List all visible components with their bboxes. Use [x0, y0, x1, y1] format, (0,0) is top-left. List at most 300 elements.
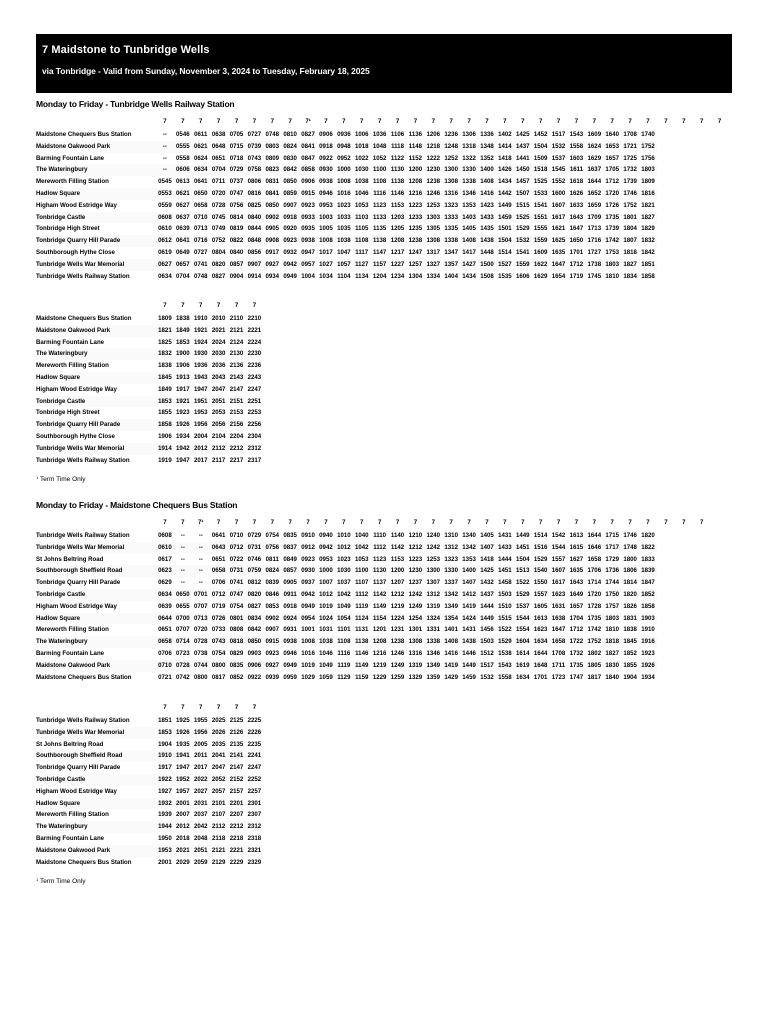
departure-time: 1742 — [603, 235, 621, 247]
route-number-header: 7 — [485, 519, 489, 526]
departure-time: 1018 — [353, 141, 371, 153]
departure-time: 1008 — [337, 178, 351, 186]
departure-time: 1740 — [641, 131, 655, 138]
departure-time: 1820 — [641, 532, 655, 539]
departure-time: 0820 — [210, 259, 228, 271]
departure-time: 1709 — [585, 212, 603, 224]
departure-time: 1926 — [639, 660, 657, 672]
stop-name: Tunbridge Wells War Memorial — [36, 259, 156, 271]
departure-time: 1543 — [496, 660, 514, 672]
stop-name: Barming Fountain Lane — [36, 154, 105, 162]
departure-time: 1248 — [442, 141, 460, 153]
departure-time: 2136 — [229, 362, 244, 370]
departure-time: 1416 — [444, 649, 458, 657]
table-row — [36, 348, 263, 360]
route-number-header: 7 — [163, 118, 167, 125]
departure-time: 0930 — [299, 565, 317, 577]
departure-time: 1752 — [585, 636, 603, 648]
departure-time: 1735 — [603, 212, 621, 224]
route-number-header: 7 — [664, 519, 668, 526]
departure-time: -- — [156, 164, 174, 176]
departure-time: 2121 — [228, 325, 246, 337]
departure-time: 1925 — [176, 717, 190, 724]
departure-time: 0949 — [281, 660, 299, 672]
footnote-1 — [36, 476, 85, 483]
stop-name: Tunbridge Wells Railway Station — [36, 456, 130, 464]
departure-time: 1305 — [426, 225, 441, 233]
departure-time: 0800 — [210, 660, 228, 672]
departure-time: 0932 — [283, 248, 297, 256]
departure-time: 0911 — [281, 589, 299, 601]
departure-time: 1136 — [408, 131, 423, 138]
departure-time: 0852 — [229, 673, 244, 681]
departure-time: 1744 — [605, 579, 619, 587]
departure-time: 1621 — [551, 225, 566, 233]
departure-time: 1532 — [514, 235, 532, 247]
departure-time: 0648 — [210, 141, 228, 153]
route-number-header: 7 — [646, 118, 650, 125]
departure-time: 0846 — [263, 589, 281, 601]
departure-time: 2157 — [229, 787, 244, 795]
departure-time: -- — [198, 579, 203, 587]
departure-time: 1914 — [156, 443, 174, 455]
departure-time: 1353 — [462, 555, 476, 563]
departure-time: 0634 — [192, 164, 210, 176]
departure-time: 1803 — [603, 613, 621, 625]
departure-time: 1910 — [641, 626, 655, 634]
departure-time: 0801 — [228, 613, 246, 625]
departure-time: 1016 — [335, 188, 353, 200]
departure-time: 1208 — [389, 235, 407, 247]
stop-name: Mereworth Filling Station — [36, 178, 109, 186]
departure-time: 1753 — [605, 248, 619, 256]
departure-time: 2059 — [193, 858, 208, 866]
departure-time: 0953 — [319, 555, 333, 563]
departure-time: 2110 — [229, 315, 244, 322]
departure-time: 0545 — [158, 178, 172, 186]
departure-time: -- — [198, 555, 203, 563]
departure-time: 0949 — [283, 272, 297, 280]
departure-time: 0912 — [299, 542, 317, 554]
departure-time: 1417 — [462, 248, 476, 256]
departure-time: 0853 — [265, 602, 280, 610]
departure-time: 0608 — [158, 532, 172, 539]
departure-time: 1644 — [533, 649, 548, 657]
departure-time: 1216 — [406, 188, 424, 200]
departure-time: 2317 — [247, 456, 262, 464]
departure-time: 1715 — [605, 532, 619, 539]
departure-time: 2057 — [211, 787, 226, 795]
departure-time: 2126 — [228, 727, 246, 739]
departure-time: 0902 — [263, 613, 281, 625]
footnote-text: Term Time Only — [39, 476, 86, 483]
departure-time: 0726 — [210, 613, 228, 625]
departure-time: 1135 — [373, 225, 387, 233]
departure-time: 1947 — [193, 385, 208, 393]
departure-time: 1429 — [444, 673, 458, 681]
departure-time: 0613 — [176, 178, 190, 186]
departure-time: 2321 — [245, 845, 263, 857]
route-number-header: 7 — [538, 519, 543, 526]
departure-time: 1318 — [460, 141, 478, 153]
stop-name: Tunbridge Wells War Memorial — [36, 443, 156, 455]
departure-time: 0959 — [283, 673, 297, 681]
departure-time: 1206 — [426, 131, 441, 138]
departure-time: 0658 — [156, 636, 174, 648]
departure-time: 1926 — [174, 419, 192, 431]
route-number-header: 7 — [181, 704, 185, 711]
departure-time: 1238 — [426, 178, 441, 186]
departure-time: 1927 — [158, 787, 172, 795]
footnote-text: Term Time Only — [39, 878, 86, 885]
departure-time: 1852 — [639, 589, 657, 601]
departure-time: 1349 — [444, 602, 458, 610]
departure-time: 1038 — [317, 636, 335, 648]
departure-time: 1832 — [639, 235, 657, 247]
departure-time: 1207 — [390, 579, 405, 587]
table-row — [36, 223, 729, 235]
departure-time: 0728 — [211, 201, 226, 209]
departure-time: 1323 — [444, 201, 458, 209]
departure-time: 1926 — [174, 727, 192, 739]
departure-time: 0553 — [156, 188, 174, 200]
departure-time: 1646 — [585, 542, 603, 554]
departure-time: 0649 — [176, 248, 190, 256]
departure-time: 1048 — [371, 141, 389, 153]
departure-time: 1515 — [496, 613, 514, 625]
departure-time: 1006 — [354, 131, 369, 138]
departure-time: 1400 — [460, 565, 478, 577]
departure-time: 1720 — [585, 589, 603, 601]
departure-time: 0706 — [158, 649, 172, 657]
route-number-header: 7 — [342, 118, 346, 125]
departure-time: 1910 — [156, 750, 174, 762]
departure-time: 1624 — [585, 141, 603, 153]
departure-time: 1847 — [641, 579, 655, 587]
departure-time: 1130 — [389, 164, 407, 176]
departure-time: 1917 — [176, 385, 190, 393]
route-number-header: 7¹ — [305, 118, 311, 125]
departure-time: 1704 — [567, 613, 585, 625]
departure-time: 1337 — [444, 579, 458, 587]
departure-time: 1605 — [533, 602, 548, 610]
departure-time: 1712 — [569, 626, 584, 634]
departure-time: 2007 — [176, 811, 190, 819]
departure-time: 0741 — [192, 259, 210, 271]
departure-time: 1036 — [372, 131, 387, 138]
departure-time: 1647 — [569, 225, 584, 233]
departure-time: 0918 — [317, 141, 335, 153]
departure-time: 1124 — [353, 613, 371, 625]
departure-time: 2012 — [192, 443, 210, 455]
departure-time: 1719 — [569, 272, 584, 280]
departure-time: 0814 — [228, 212, 246, 224]
departure-time: 1438 — [478, 235, 496, 247]
departure-time: 1810 — [605, 272, 619, 280]
departure-time: 1701 — [533, 673, 548, 681]
departure-time: 1721 — [621, 141, 639, 153]
departure-time: 0741 — [229, 579, 244, 587]
departure-time: 1146 — [355, 649, 369, 657]
departure-time: 1335 — [444, 225, 458, 233]
departure-time: 1500 — [478, 259, 496, 271]
departure-time: 1238 — [406, 235, 424, 247]
departure-time: 2312 — [245, 821, 263, 833]
departure-time: 1037 — [337, 579, 351, 587]
table-row — [36, 589, 711, 601]
stop-name: Maidstone Chequers Bus Station — [36, 131, 132, 138]
departure-time: 1027 — [317, 259, 335, 271]
departure-time: 0716 — [192, 235, 210, 247]
departure-time: 0812 — [247, 579, 262, 587]
departure-time: 0715 — [228, 141, 246, 153]
departure-time: 1424 — [460, 613, 478, 625]
stop-name: Hadlow Square — [36, 372, 156, 384]
departure-time: 0938 — [319, 178, 333, 186]
departure-time: 0700 — [174, 613, 192, 625]
departure-time: 1031 — [319, 626, 333, 634]
departure-time: 2047 — [211, 385, 226, 393]
departure-time: 0915 — [299, 188, 317, 200]
departure-time: 1607 — [550, 565, 568, 577]
departure-time: 0922 — [319, 154, 333, 162]
departure-time: -- — [162, 154, 167, 162]
departure-time: 0759 — [245, 565, 263, 577]
departure-time: 1101 — [337, 626, 351, 634]
route-number-header: 7 — [664, 118, 668, 125]
stop-name: Tonbridge High Street — [36, 409, 100, 417]
departure-time: 1654 — [551, 272, 566, 280]
departure-time: 0744 — [192, 660, 210, 672]
departure-time: 1307 — [426, 579, 441, 587]
departure-time: 0747 — [228, 589, 246, 601]
departure-time: 2048 — [193, 834, 208, 842]
departure-time: 1845 — [156, 372, 174, 384]
departure-time: 1038 — [354, 178, 369, 186]
departure-time: 1116 — [371, 188, 389, 200]
departure-time: 1107 — [355, 579, 369, 587]
departure-time: 0639 — [158, 602, 172, 610]
departure-time: 1425 — [478, 565, 496, 577]
stop-name: Southborough Hythe Close — [36, 432, 115, 440]
departure-time: 1352 — [480, 154, 494, 162]
route-number-header: 7 — [556, 519, 561, 526]
route-number-header: 7 — [503, 118, 507, 125]
departure-time: 1019 — [319, 602, 333, 610]
departure-time: 1308 — [444, 178, 458, 186]
departure-time: 1227 — [389, 259, 407, 271]
route-number-header: 7 — [324, 118, 328, 125]
departure-time: 1723 — [551, 673, 566, 681]
departure-time: 1936 — [193, 362, 208, 370]
route-number-header: 7 — [181, 519, 185, 526]
departure-time: 0650 — [174, 589, 192, 601]
departure-time: 1955 — [193, 717, 208, 724]
departure-time: 0923 — [301, 201, 315, 209]
departure-time: 1418 — [480, 555, 494, 563]
departure-time: 0701 — [192, 589, 210, 601]
departure-time: 2141 — [228, 750, 246, 762]
departure-time: 1448 — [480, 248, 494, 256]
departure-time: 0621 — [174, 188, 192, 200]
departure-time: 2218 — [229, 834, 244, 842]
departure-time: 1205 — [390, 225, 405, 233]
departure-time: 1916 — [639, 636, 657, 648]
departure-time: 1253 — [426, 555, 441, 563]
table-row — [36, 188, 729, 200]
departure-time: 0643 — [210, 542, 228, 554]
departure-time: 1119 — [335, 660, 353, 672]
departure-time: 1233 — [406, 212, 424, 224]
departure-time: 1001 — [301, 626, 315, 634]
departure-time: 1614 — [515, 649, 530, 657]
departure-time: 0840 — [229, 248, 244, 256]
departure-time: 0947 — [301, 248, 315, 256]
departure-time: 0657 — [174, 259, 192, 271]
departure-time: 1716 — [585, 235, 603, 247]
departure-time: -- — [198, 532, 203, 539]
departure-time: 1348 — [478, 141, 496, 153]
table-row — [36, 762, 263, 774]
departure-time: 0842 — [247, 626, 262, 634]
stop-name: Hadlow Square — [36, 188, 156, 200]
departure-time: 0722 — [229, 555, 244, 563]
departure-time: 1252 — [444, 154, 458, 162]
timetable-to-maidstone-main — [36, 517, 711, 683]
departure-time: 0850 — [245, 636, 263, 648]
table-row — [36, 660, 711, 672]
departure-time: 2252 — [245, 774, 263, 786]
departure-time: 1809 — [641, 178, 655, 186]
departure-time: 0859 — [281, 188, 299, 200]
route-number-header: 7 — [252, 118, 257, 125]
departure-time: 1708 — [551, 649, 566, 657]
table-row — [36, 337, 263, 349]
departure-time: 1449 — [478, 613, 496, 625]
table-row — [36, 821, 263, 833]
departure-time: 2021 — [210, 325, 228, 337]
departure-time: 2156 — [228, 419, 246, 431]
timetable-header — [36, 34, 732, 93]
departure-time: 1231 — [390, 626, 405, 634]
departure-time: 2236 — [247, 362, 262, 370]
departure-time: 1330 — [460, 164, 478, 176]
departure-time: 2056 — [210, 419, 228, 431]
departure-time: 0918 — [281, 212, 299, 224]
route-number-header: 7 — [216, 519, 221, 526]
departure-time: 1249 — [389, 660, 407, 672]
route-number-header: 7 — [646, 519, 650, 526]
departure-time: 1705 — [603, 164, 621, 176]
departure-time: 0903 — [247, 649, 262, 657]
departure-time: 1756 — [641, 154, 655, 162]
table-row — [36, 431, 263, 443]
departure-time: 1657 — [605, 154, 619, 162]
departure-time: 1442 — [496, 188, 514, 200]
route-number-header: 7 — [270, 118, 274, 125]
departure-time: 2104 — [211, 432, 226, 440]
departure-time: 0808 — [229, 626, 244, 634]
departure-time: 1820 — [621, 589, 639, 601]
departure-time: 2226 — [245, 727, 263, 739]
departure-time: 1053 — [354, 555, 369, 563]
departure-time: 1822 — [639, 542, 657, 554]
departure-time: 1450 — [514, 164, 532, 176]
departure-time: 1419 — [442, 660, 460, 672]
departure-time: 2011 — [192, 750, 210, 762]
departure-time: 0720 — [210, 188, 228, 200]
departure-time: 0902 — [263, 212, 281, 224]
route-number-header: 7 — [699, 519, 704, 526]
departure-time: 1229 — [372, 673, 387, 681]
departure-time: 0803 — [263, 141, 281, 153]
departure-time: 1238 — [389, 636, 407, 648]
departure-time: 1138 — [371, 235, 389, 247]
departure-time: 1708 — [623, 131, 637, 138]
departure-time: 1739 — [605, 225, 619, 233]
departure-time: 1100 — [371, 164, 389, 176]
departure-time: 1545 — [550, 164, 568, 176]
departure-time: 1007 — [319, 579, 333, 587]
departure-time: 1557 — [551, 555, 566, 563]
departure-time: 1402 — [498, 131, 512, 138]
departure-time: 1259 — [390, 673, 405, 681]
departure-time: 0612 — [156, 235, 174, 247]
departure-time: 1818 — [623, 248, 637, 256]
departure-time: 1618 — [569, 178, 584, 186]
departure-time: 1200 — [406, 164, 424, 176]
departure-time: 1609 — [587, 131, 602, 138]
departure-time: 1622 — [532, 259, 550, 271]
departure-time: -- — [174, 542, 192, 554]
departure-time: 1544 — [514, 613, 532, 625]
departure-time: 0707 — [176, 626, 190, 634]
route-number-header: 7 — [377, 519, 382, 526]
stop-name: Mereworth Filling Station — [36, 362, 109, 370]
departure-time: 1235 — [408, 225, 423, 233]
departure-time: 1838 — [176, 315, 190, 322]
departure-time: 0723 — [176, 649, 190, 657]
departure-time: 0830 — [283, 154, 297, 162]
departure-time: 1133 — [371, 212, 389, 224]
departure-time: 1541 — [515, 248, 530, 256]
departure-time: 0841 — [299, 141, 317, 153]
stop-name: Tunbridge Wells Railway Station — [36, 532, 130, 539]
departure-time: 1200 — [389, 565, 407, 577]
departure-time: 1623 — [533, 626, 548, 634]
departure-time: 1552 — [551, 178, 566, 186]
departure-time: 1423 — [480, 201, 494, 209]
departure-time: 0930 — [317, 164, 335, 176]
departure-time: 1300 — [442, 164, 460, 176]
departure-time: 0559 — [158, 201, 172, 209]
departure-time: 0710 — [229, 532, 244, 539]
departure-time: 1438 — [460, 636, 478, 648]
departure-time: 1433 — [496, 542, 514, 554]
departure-time: 1810 — [605, 626, 619, 634]
departure-time: 1312 — [424, 589, 442, 601]
departure-time: 1951 — [192, 396, 210, 408]
departure-time: 1503 — [496, 589, 514, 601]
departure-time: 1953 — [156, 845, 174, 857]
route-number-header: 7 — [234, 118, 239, 125]
departure-time: 1149 — [353, 660, 371, 672]
departure-time: 1554 — [515, 626, 530, 634]
departure-time: 2221 — [228, 845, 246, 857]
route-number-header: 7 — [592, 519, 597, 526]
departure-time: 1518 — [532, 164, 550, 176]
departure-time: 0952 — [337, 154, 351, 162]
